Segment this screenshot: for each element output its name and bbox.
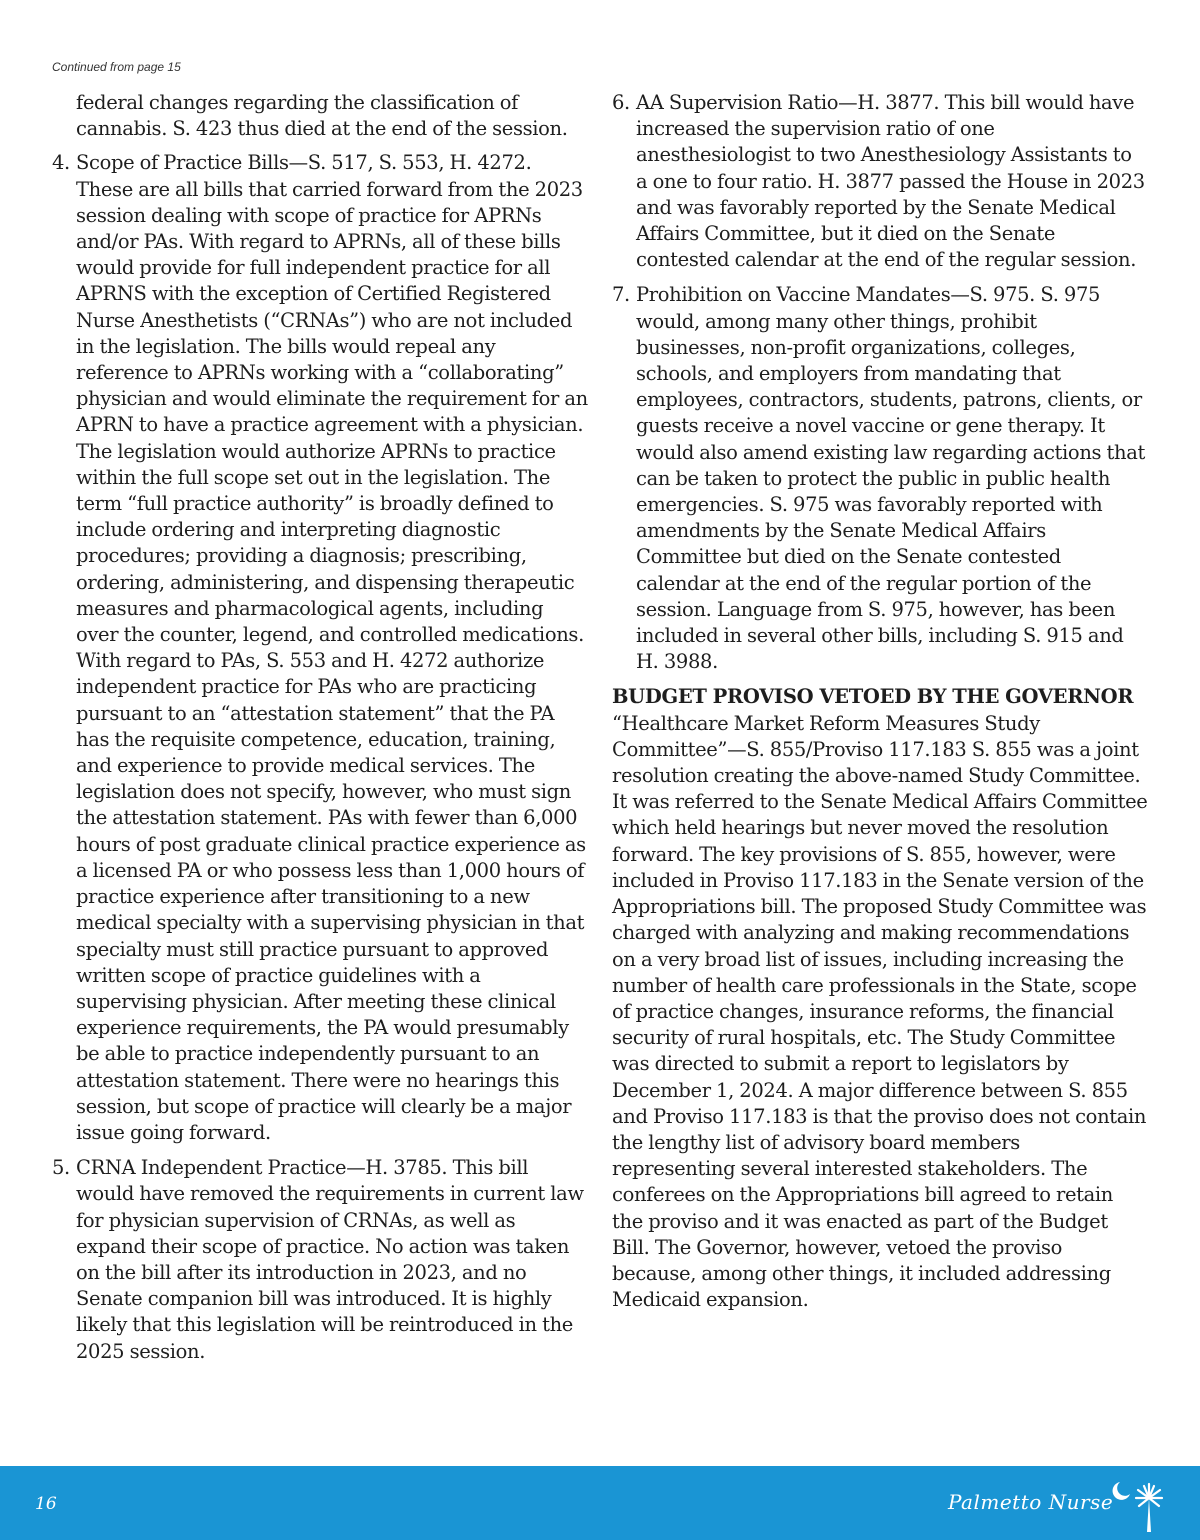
section-paragraph: “Healthcare Market Reform Measures Study Committee”—S. 855/Proviso 117.183 S. 855 was a joint resolution creating the above-named Study Committee. It was referred to the Senate Medical Affairs Committee which held hearings but never moved the resolution forward. The key provisions of S. 855, however, were included in Proviso 117.183 in the Senate version of the Appropriations bill. The proposed Study Committee was charged with analyzing and making recommendations on a very broad list of issues, including increasing the number of health care professionals in the State, scope of practice changes, insurance reforms, the financial security of rural hospitals, etc. The Study Committee was directed to submit a report to legislators by December 1, 2024. A major difference between S. 855 and Proviso 117.183 is that the proviso does not contain the lengthy list of advisory board members representing several interested stakeholders. The conferees on the Appropriations bill agreed to retain the proviso and it was enacted as part of the Budget Bill. The Governor, however, vetoed the proviso because, among other things, it included addressing Medicaid expansion. [612, 711, 1148, 1312]
continuation-text: federal changes regarding the classification of cannabis. S. 423 thus died at the end of the session. [76, 91, 568, 141]
list-item-6 [612, 90, 1148, 273]
footer-bar [0, 1466, 1200, 1540]
continuation-paragraph [52, 90, 590, 142]
page-number: 16 [35, 1494, 57, 1514]
list-number: 4. [52, 151, 70, 175]
palmetto-crescent-icon [1108, 1474, 1170, 1534]
list-item-5 [52, 1155, 590, 1365]
list-number: 5. [52, 1156, 70, 1180]
masthead-title: Palmetto Nurse [948, 1490, 1114, 1514]
list-text: Scope of Practice Bills—S. 517, S. 553, H. 4272. These are all bills that carried forward from the 2023 session dealing with scope of practice for APRNs and/or PAs. With regard to APRNs, all of these bills would provide for full independent practice for all APRNS with the exception of Certified Registered Nurse Anesthetists (“CRNAs”) who are not included in the legislation. The bills would repeal any reference to APRNs working with a “collaborating” physician and would eliminate the requirement for an APRN to have a practice agreement with a physician. The legislation would authorize APRNs to practice within the full scope set out in the legislation. The term “full practice authority” is broadly defined to include ordering and interpreting diagnostic procedures; providing a diagnosis; prescribing, ordering, administering, and dispensing therapeutic measures and pharmacological agents, including over the counter, legend, and controlled medications. With regard to PAs, S. 553 and H. 4272 authorize independent practice for PAs who are practicing pursuant to an “attestation statement” that the PA has the requisite competence, education, training, and experience to provide medical services. The legislation does not specify, however, who must sign the attestation statement. PAs with fewer than 6,000 hours of post graduate clinical practice experience as a licensed PA or who possess less than 1,000 hours of practice experience after transitioning to a new medical specialty with a supervising physician in that specialty must still practice pursuant to approved written scope of practice guidelines with a supervising physician. After meeting these clinical experience requirements, the PA would presumably be able to practice independently pursuant to an attestation statement. There were no hearings this session, but scope of practice will clearly be a major issue going forward. [76, 151, 588, 1144]
list-text: Prohibition on Vaccine Mandates—S. 975. S. 975 would, among many other things, prohibit businesses, non-profit organizations, colleges, schools, and employers from mandating that employees, contractors, students, patrons, clients, or guests receive a novel vaccine or gene therapy. It would also amend existing law regarding actions that can be taken to protect the public in public health emergencies. S. 975 was favorably reported with amendments by the Senate Medical Affairs Committee but died on the Senate contested calendar at the end of the regular portion of the session. Language from S. 975, however, has been included in several other bills, including S. 915 and H. 3988. [636, 283, 1145, 674]
right-column [612, 90, 1148, 1313]
continued-note: Continued from page 15 [52, 60, 181, 74]
list-number: 6. [612, 91, 630, 114]
list-item-4 [52, 150, 590, 1146]
left-column [52, 90, 590, 1374]
list-text: AA Supervision Ratio—H. 3877. This bill would have increased the supervision ratio of one anesthesiologist to two Anesthesiology Assistants to a one to four ratio. H. 3877 passed the House in 2023 and was favorably reported by the Senate Medical Affairs Committee, but it died on the Senate contested calendar at the end of the regular session. [636, 91, 1145, 272]
list-item-7 [612, 282, 1148, 675]
section-heading: BUDGET PROVISO VETOED BY THE GOVERNOR [612, 685, 1134, 709]
list-text: CRNA Independent Practice—H. 3785. This bill would have removed the requirements in current law for physician supervision of CRNAs, as well as expand their scope of practice. No action was taken on the bill after its introduction in 2023, and no Senate companion bill was introduced. It is highly likely that this legislation will be reintroduced in the 2025 session. [76, 1156, 584, 1363]
list-number: 7. [612, 283, 630, 307]
